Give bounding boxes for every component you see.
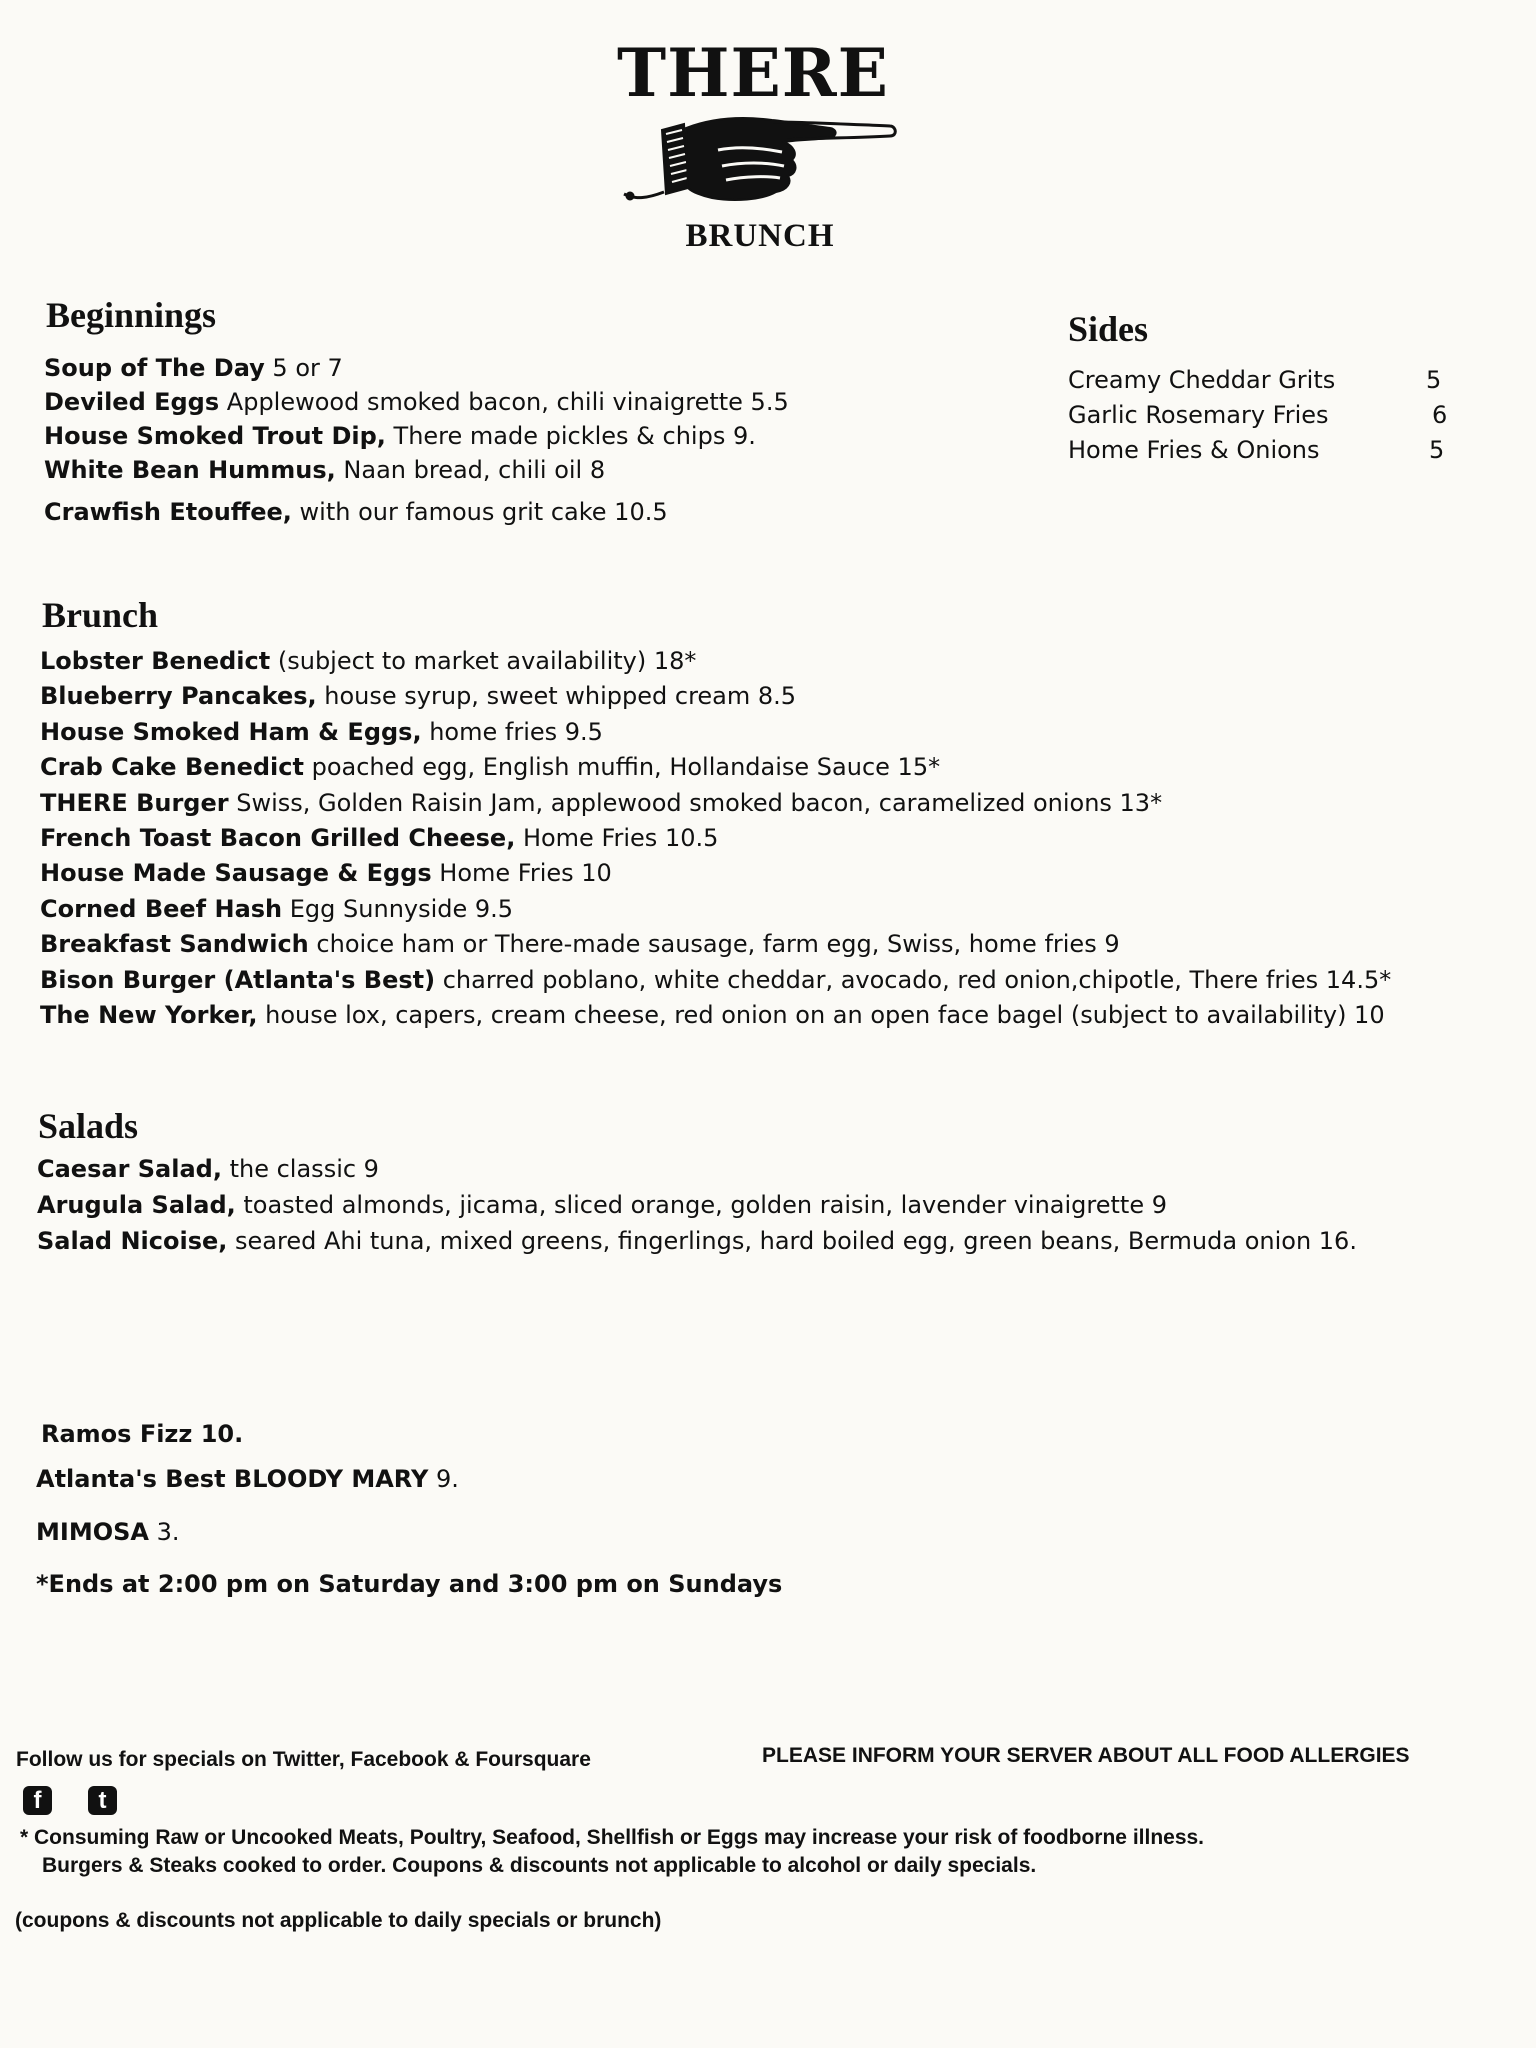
menu-item bbox=[44, 495, 789, 529]
bloody-mary bbox=[36, 1465, 459, 1493]
item-desc: Applewood smoked bacon, chili vinaigrette 5.5 bbox=[219, 388, 789, 416]
restaurant-name: THERE bbox=[617, 34, 889, 112]
menu-item bbox=[37, 1223, 1357, 1259]
item-name: Salad Nicoise, bbox=[37, 1227, 228, 1255]
sides-heading: Sides bbox=[1068, 309, 1149, 349]
menu-item bbox=[37, 1151, 1357, 1187]
brunch-list bbox=[40, 644, 1391, 1033]
item-desc: house lox, capers, cream cheese, red onion on an open face bagel (subject to availability) 10 bbox=[257, 1001, 1385, 1030]
item-desc: toasted almonds, jicama, sliced orange, golden raisin, lavender vinaigrette 9 bbox=[235, 1191, 1167, 1219]
drink-price: 3. bbox=[148, 1518, 180, 1546]
item-name: Arugula Salad, bbox=[37, 1191, 236, 1219]
item-name: Caesar Salad, bbox=[37, 1155, 222, 1183]
menu-item bbox=[40, 927, 1391, 962]
item-name: House Made Sausage & Eggs bbox=[40, 859, 432, 888]
consumption-warning-line2: Burgers & Steaks cooked to order. Coupons & discounts not applicable to alcohol or daily specials. bbox=[42, 1854, 1037, 1877]
item-desc: poached egg, English muffin, Hollandaise Sauce 15* bbox=[303, 753, 941, 782]
item-desc: Naan bread, chili oil 8 bbox=[335, 456, 606, 484]
item-desc: Swiss, Golden Raisin Jam, applewood smoked bacon, caramelized onions 13* bbox=[228, 788, 1163, 817]
item-name: Corned Beef Hash bbox=[40, 894, 283, 923]
menu-item bbox=[40, 856, 1391, 891]
salads-list bbox=[37, 1151, 1357, 1259]
side-name: Home Fries & Onions bbox=[1068, 436, 1320, 464]
salads-heading: Salads bbox=[38, 1106, 139, 1146]
item-name: Soup of The Day bbox=[44, 354, 265, 382]
drink-name: Atlanta's Best BLOODY MARY bbox=[36, 1465, 429, 1493]
consumption-warning-line1: * Consuming Raw or Uncooked Meats, Poultry, Seafood, Shellfish or Eggs may increase your risk of foodborne illness. bbox=[20, 1826, 1205, 1849]
side-price: 5 bbox=[1426, 366, 1442, 394]
menu-item bbox=[40, 998, 1391, 1033]
item-name: Crab Cake Benedict bbox=[40, 753, 304, 782]
side-name: Garlic Rosemary Fries bbox=[1068, 401, 1329, 429]
item-desc: with our famous grit cake 10.5 bbox=[291, 498, 668, 526]
brunch-heading: Brunch bbox=[42, 595, 159, 635]
item-name: THERE Burger bbox=[40, 788, 229, 817]
item-desc: charred poblano, white cheddar, avocado, red onion,chipotle, There fries 14.5* bbox=[435, 965, 1392, 994]
sides-list bbox=[1068, 363, 1468, 473]
menu-item bbox=[40, 644, 1391, 679]
item-name: French Toast Bacon Grilled Cheese, bbox=[40, 824, 516, 853]
menu-item bbox=[40, 786, 1391, 821]
item-desc: Egg Sunnyside 9.5 bbox=[282, 894, 514, 923]
drink-price: 9. bbox=[428, 1465, 459, 1493]
pointing-hand-icon bbox=[622, 110, 898, 214]
menu-item bbox=[40, 963, 1391, 998]
drink-name: MIMOSA bbox=[36, 1518, 149, 1546]
ramos-fizz: Ramos Fizz 10. bbox=[41, 1420, 244, 1448]
item-desc: 5 or 7 bbox=[264, 354, 343, 382]
item-name: Lobster Benedict bbox=[40, 647, 271, 675]
menu-item bbox=[44, 385, 789, 419]
item-desc: home fries 9.5 bbox=[421, 717, 603, 746]
allergy-notice: PLEASE INFORM YOUR SERVER ABOUT ALL FOOD ALLERGIES bbox=[762, 1744, 1410, 1767]
beginnings-list bbox=[44, 351, 789, 529]
follow-us-text: Follow us for specials on Twitter, Facebook & Foursquare bbox=[16, 1748, 591, 1771]
menu-item bbox=[40, 679, 1391, 714]
menu-item bbox=[44, 419, 789, 453]
menu-item bbox=[40, 750, 1391, 785]
menu-item bbox=[37, 1187, 1357, 1223]
menu-item bbox=[40, 821, 1391, 856]
menu-item bbox=[40, 715, 1391, 750]
brunch-hours-note: *Ends at 2:00 pm on Saturday and 3:00 pm on Sundays bbox=[36, 1570, 783, 1598]
item-name: Crawfish Etouffee, bbox=[44, 498, 292, 526]
item-name: White Bean Hummus, bbox=[44, 456, 336, 484]
menu-item bbox=[40, 892, 1391, 927]
item-name: House Smoked Trout Dip, bbox=[44, 422, 386, 450]
item-desc: (subject to market availability) 18* bbox=[270, 647, 697, 675]
menu-subtitle: BRUNCH bbox=[685, 218, 835, 254]
facebook-icon[interactable]: f bbox=[23, 1786, 52, 1815]
side-price: 5 bbox=[1429, 436, 1445, 464]
side-name: Creamy Cheddar Grits bbox=[1068, 366, 1336, 394]
menu-item bbox=[44, 453, 789, 487]
item-desc: Home Fries 10 bbox=[431, 859, 612, 888]
item-desc: seared Ahi tuna, mixed greens, fingerlings, hard boiled egg, green beans, Bermuda onion 16. bbox=[227, 1227, 1357, 1255]
item-name: Bison Burger (Atlanta's Best) bbox=[40, 965, 436, 994]
item-desc: There made pickles & chips 9. bbox=[385, 422, 756, 450]
menu-item bbox=[44, 351, 789, 385]
item-desc: the classic 9 bbox=[221, 1155, 379, 1183]
item-desc: choice ham or There-made sausage, farm egg, Swiss, home fries 9 bbox=[308, 930, 1120, 959]
coupons-note: (coupons & discounts not applicable to daily specials or brunch) bbox=[15, 1909, 662, 1932]
beginnings-heading: Beginnings bbox=[46, 295, 217, 335]
item-desc: house syrup, sweet whipped cream 8.5 bbox=[316, 682, 797, 711]
side-price: 6 bbox=[1432, 401, 1448, 429]
item-desc: Home Fries 10.5 bbox=[515, 824, 719, 853]
item-name: The New Yorker, bbox=[40, 1001, 258, 1030]
mimosa bbox=[36, 1518, 180, 1546]
item-name: House Smoked Ham & Eggs, bbox=[40, 717, 422, 746]
item-name: Deviled Eggs bbox=[44, 388, 220, 416]
item-name: Breakfast Sandwich bbox=[40, 930, 309, 959]
item-name: Blueberry Pancakes, bbox=[40, 682, 317, 711]
twitter-icon[interactable]: t bbox=[88, 1786, 117, 1815]
